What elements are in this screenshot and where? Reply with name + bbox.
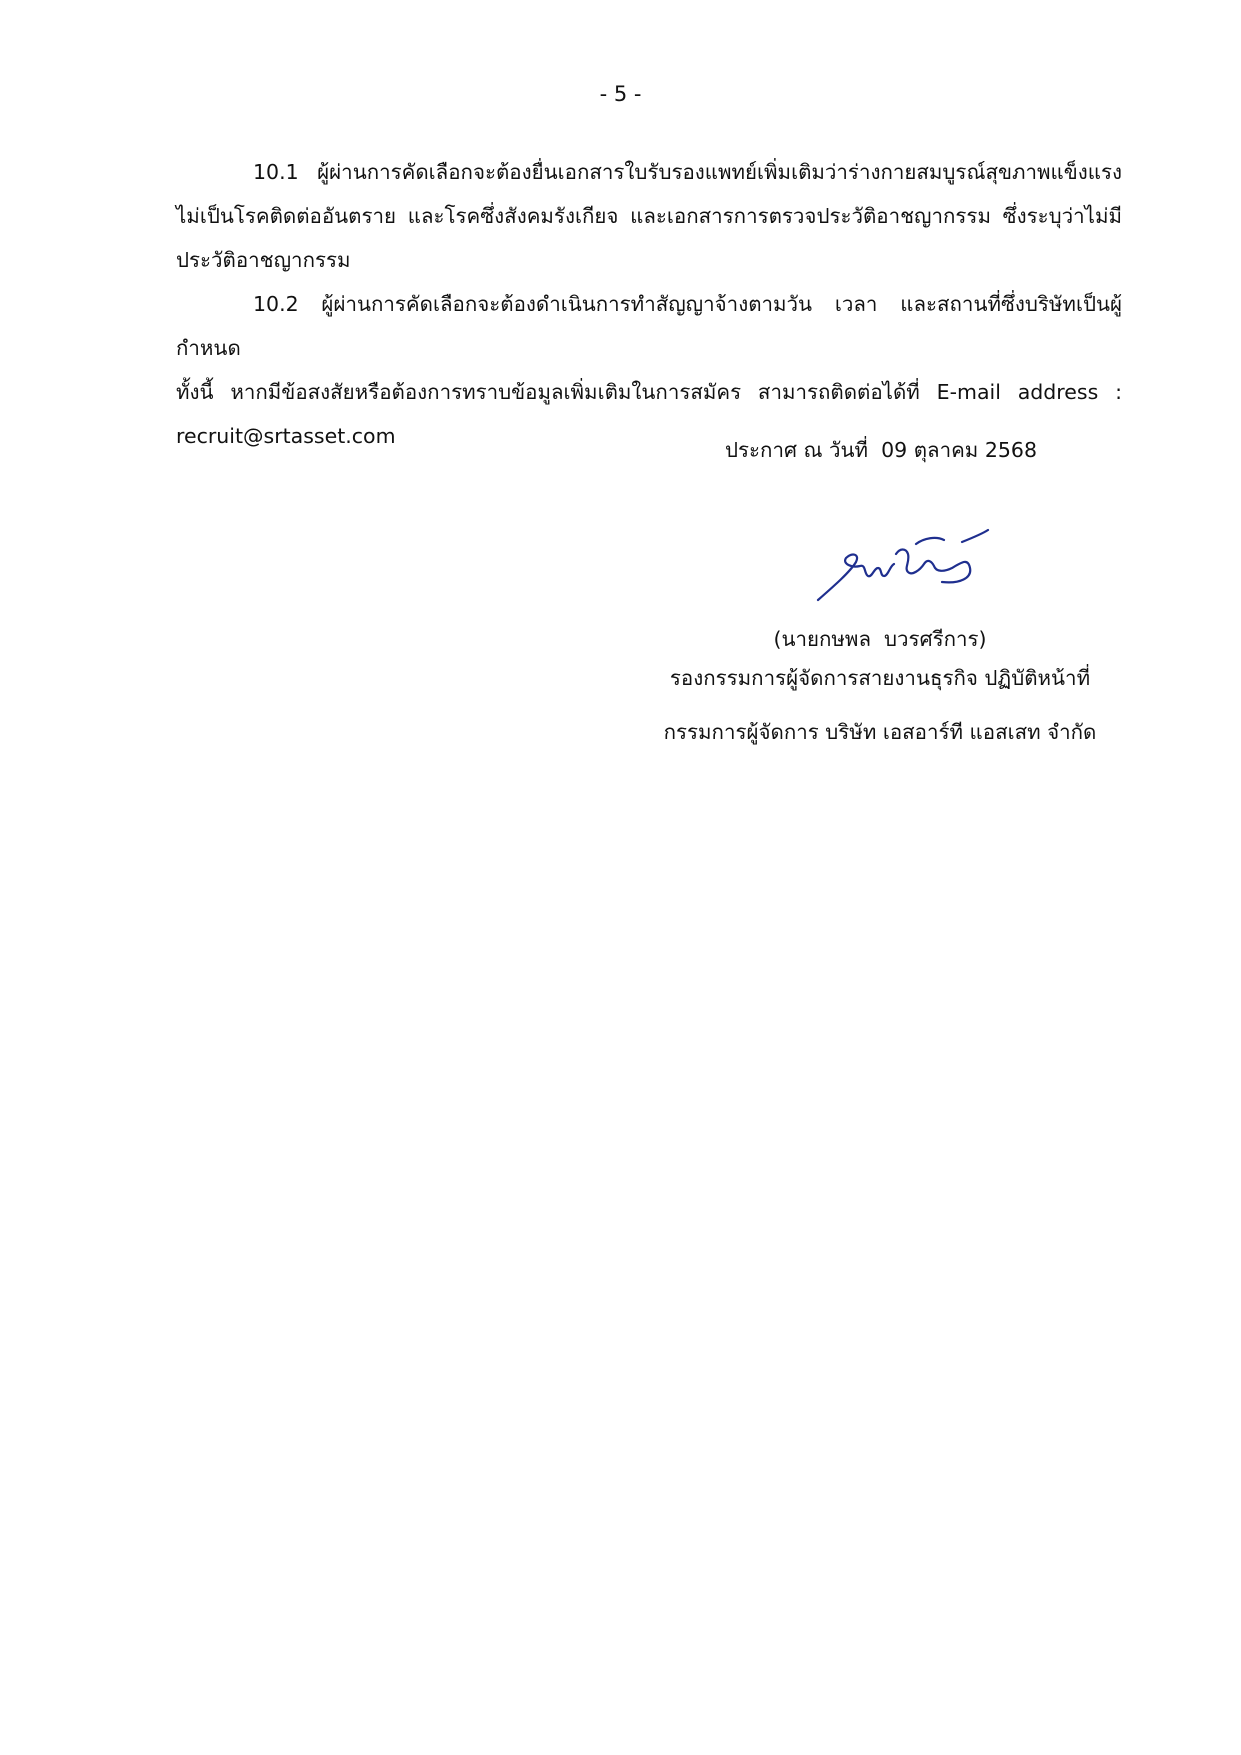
signatory-name: (นายกษพล บวรศรีการ) <box>773 627 987 651</box>
announcement-date: ประกาศ ณ วันที่ 09 ตุลาคม 2568 <box>725 438 1037 462</box>
signatory-title-line2: กรรมการผู้จัดการ บริษัท เอสอาร์ที แอสเสท จำกัด <box>663 720 1097 744</box>
paragraph-10-2: 10.2 ผู้ผ่านการคัดเลือกจะต้องดำเนินการทำสัญญาจ้างตามวัน เวลา และสถานที่ซึ่งบริษัทเป็นผู้กำหนด <box>176 292 1122 360</box>
paragraph-10-1: 10.1 ผู้ผ่านการคัดเลือกจะต้องยื่นเอกสารใบรับรองแพทย์เพิ่มเติมว่าร่างกายสมบูรณ์สุขภาพแข็งแรง ไม่เป็นโรคติดต่ออันตราย และโรคซึ่งสังคมรังเกียจ และเอกสารการตรวจประวัติอาชญากรรม ซึ่งระบุว่าไม่มีประวัติอาชญากรรม <box>176 160 1122 272</box>
page-number: - 5 - <box>599 82 642 106</box>
contact-paragraph: ทั้งนี้ หากมีข้อสงสัยหรือต้องการทราบข้อมูลเพิ่มเติมในการสมัคร สามารถติดต่อได้ที่ E-mail address : recruit@srtasset.com <box>176 380 1122 448</box>
handwritten-signature <box>812 528 1002 606</box>
document-body <box>176 150 1122 458</box>
signatory-title-line1: รองกรรมการผู้จัดการสายงานธุรกิจ ปฏิบัติหน้าที่ <box>669 666 1091 690</box>
